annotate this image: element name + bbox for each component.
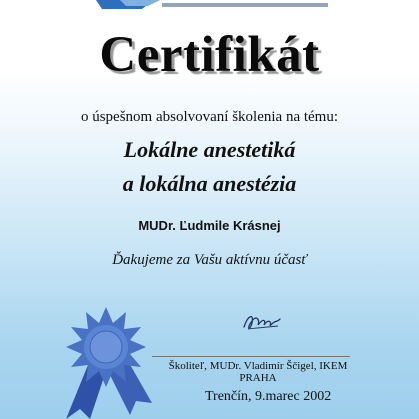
signature-line	[152, 356, 350, 357]
place-and-date: Trenčín, 9.marec 2002	[205, 389, 332, 404]
signature-handwritten	[240, 307, 284, 337]
course-topic-line-1: Lokálne anestetiká	[123, 137, 296, 162]
recipient-name: MUDr. Ľudmile Krásnej	[138, 218, 281, 233]
thanks-text: Ďakujeme za Vašu aktívnu účasť	[112, 252, 307, 268]
rosette-seal-icon	[48, 305, 158, 419]
certificate-title: Certifikát	[99, 27, 320, 83]
trainer-name: Školiteľ, MUDr. Vladimír Ščigel, IKEM PRAHA	[168, 360, 348, 384]
logo-strip	[96, 0, 328, 9]
intro-text: o úspešnom absolvovaní školenia na tému:	[80, 109, 339, 125]
course-topic-line-2: a lokálna anestézia	[122, 171, 297, 196]
